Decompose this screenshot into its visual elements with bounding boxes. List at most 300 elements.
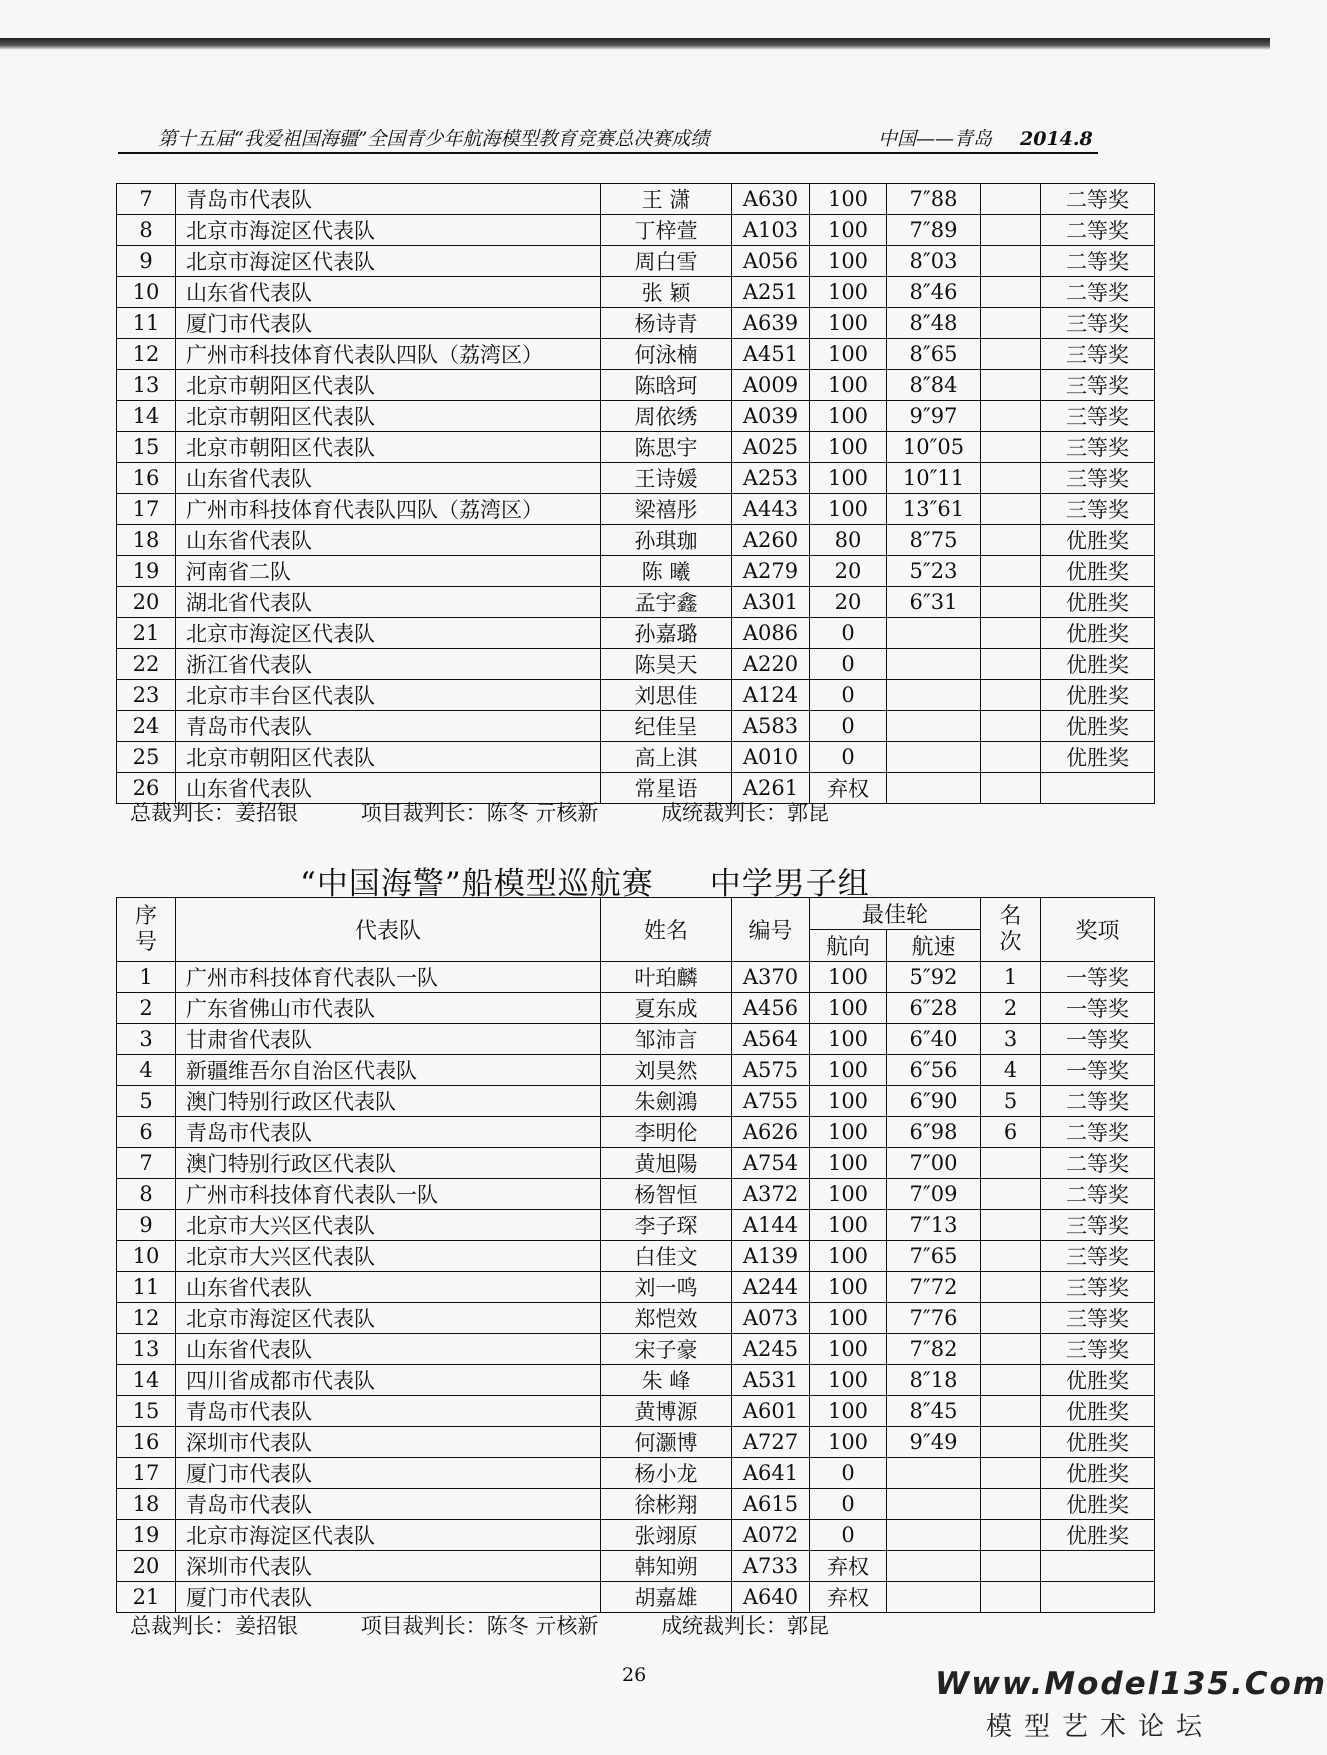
cell-award: 二等奖 <box>1041 184 1155 215</box>
cell-award <box>1041 1582 1155 1613</box>
cell-rank <box>981 1458 1041 1489</box>
cell-heading: 100 <box>810 184 887 215</box>
cell-award: 三等奖 <box>1041 463 1155 494</box>
scoring-judge: 成统裁判长：郭昆 <box>661 801 830 825</box>
cell-name: 高上淇 <box>601 742 732 773</box>
cell-award: 优胜奖 <box>1041 649 1155 680</box>
cell-name: 杨诗青 <box>601 308 732 339</box>
cell-name: 胡嘉雄 <box>601 1582 732 1613</box>
cell-rank <box>981 587 1041 618</box>
cell-number: A451 <box>732 339 810 370</box>
cell-seq: 18 <box>117 1489 176 1520</box>
cell-heading: 20 <box>810 556 887 587</box>
cell-seq: 8 <box>117 215 176 246</box>
cell-rank <box>981 1427 1041 1458</box>
cell-heading: 0 <box>810 618 887 649</box>
cell-name: 邹沛言 <box>601 1024 732 1055</box>
cell-name: 朱 峰 <box>601 1365 732 1396</box>
cell-rank <box>981 1179 1041 1210</box>
cell-speed <box>887 773 981 804</box>
cell-heading: 0 <box>810 1520 887 1551</box>
cell-name: 杨小龙 <box>601 1458 732 1489</box>
table-row <box>117 1458 1155 1489</box>
cell-speed: 7″88 <box>887 184 981 215</box>
cell-seq: 24 <box>117 711 176 742</box>
cell-heading: 100 <box>810 1334 887 1365</box>
cell-team: 北京市朝阳区代表队 <box>176 742 601 773</box>
cell-rank <box>981 1396 1041 1427</box>
cell-team: 厦门市代表队 <box>176 1582 601 1613</box>
cell-name: 王诗媛 <box>601 463 732 494</box>
results-table-body <box>117 962 1155 1613</box>
cell-heading: 100 <box>810 339 887 370</box>
cell-rank: 3 <box>981 1024 1041 1055</box>
cell-heading: 100 <box>810 308 887 339</box>
cell-team: 山东省代表队 <box>176 277 601 308</box>
cell-seq: 1 <box>117 962 176 993</box>
cell-heading: 0 <box>810 1458 887 1489</box>
table-row <box>117 339 1155 370</box>
cell-speed: 8″65 <box>887 339 981 370</box>
cell-rank <box>981 432 1041 463</box>
cell-award: 一等奖 <box>1041 993 1155 1024</box>
cell-award: 一等奖 <box>1041 1055 1155 1086</box>
cell-speed: 8″84 <box>887 370 981 401</box>
cell-award: 优胜奖 <box>1041 1427 1155 1458</box>
cell-seq: 23 <box>117 680 176 711</box>
table-row <box>117 742 1155 773</box>
cell-team: 北京市海淀区代表队 <box>176 1303 601 1334</box>
cell-heading: 100 <box>810 962 887 993</box>
cell-rank <box>981 1272 1041 1303</box>
cell-award: 优胜奖 <box>1041 556 1155 587</box>
table-row <box>117 1024 1155 1055</box>
cell-rank <box>981 1148 1041 1179</box>
page-header <box>118 118 1098 154</box>
cell-number: A261 <box>732 773 810 804</box>
header-seq <box>117 898 176 962</box>
cell-seq: 7 <box>117 184 176 215</box>
table-row <box>117 277 1155 308</box>
cell-speed: 6″98 <box>887 1117 981 1148</box>
cell-heading: 100 <box>810 432 887 463</box>
cell-seq: 3 <box>117 1024 176 1055</box>
cell-award: 优胜奖 <box>1041 525 1155 556</box>
cell-team: 浙江省代表队 <box>176 649 601 680</box>
cell-award: 三等奖 <box>1041 1210 1155 1241</box>
cell-award: 三等奖 <box>1041 401 1155 432</box>
cell-number: A755 <box>732 1086 810 1117</box>
cell-team: 北京市大兴区代表队 <box>176 1210 601 1241</box>
cell-award: 二等奖 <box>1041 246 1155 277</box>
cell-team: 北京市海淀区代表队 <box>176 1520 601 1551</box>
cell-rank <box>981 246 1041 277</box>
cell-number: A009 <box>732 370 810 401</box>
cell-team: 广东省佛山市代表队 <box>176 993 601 1024</box>
cell-speed: 5″92 <box>887 962 981 993</box>
cell-heading: 100 <box>810 370 887 401</box>
cell-award: 优胜奖 <box>1041 1489 1155 1520</box>
table-row <box>117 1148 1155 1179</box>
cell-heading: 100 <box>810 1117 887 1148</box>
cell-speed <box>887 742 981 773</box>
cell-heading: 100 <box>810 1365 887 1396</box>
header-rank-text: 名次 <box>999 903 1022 955</box>
cell-seq: 14 <box>117 401 176 432</box>
cell-number: A086 <box>732 618 810 649</box>
cell-name: 刘昊然 <box>601 1055 732 1086</box>
cell-number: A370 <box>732 962 810 993</box>
table-row <box>117 1489 1155 1520</box>
cell-heading: 0 <box>810 1489 887 1520</box>
cell-number: A124 <box>732 680 810 711</box>
chief-judge: 总裁判长：姜招银 <box>130 1614 298 1638</box>
cell-team: 北京市海淀区代表队 <box>176 618 601 649</box>
cell-seq: 9 <box>117 246 176 277</box>
cell-award: 优胜奖 <box>1041 1396 1155 1427</box>
cell-number: A139 <box>732 1241 810 1272</box>
cell-speed: 9″97 <box>887 401 981 432</box>
table-row <box>117 1179 1155 1210</box>
cell-name: 刘思佳 <box>601 680 732 711</box>
cell-heading: 0 <box>810 711 887 742</box>
cell-number: A260 <box>732 525 810 556</box>
cell-award <box>1041 773 1155 804</box>
cell-speed: 7″09 <box>887 1179 981 1210</box>
cell-team: 北京市朝阳区代表队 <box>176 432 601 463</box>
judges-line <box>130 1610 885 1640</box>
cell-number: A025 <box>732 432 810 463</box>
cell-rank <box>981 680 1041 711</box>
cell-name: 陈晗珂 <box>601 370 732 401</box>
table-row <box>117 525 1155 556</box>
table-header <box>117 898 1155 962</box>
cell-seq: 20 <box>117 1551 176 1582</box>
cell-team: 厦门市代表队 <box>176 1458 601 1489</box>
cell-heading: 20 <box>810 587 887 618</box>
cell-rank <box>981 401 1041 432</box>
cell-award: 优胜奖 <box>1041 680 1155 711</box>
cell-name: 何泳楠 <box>601 339 732 370</box>
cell-seq: 6 <box>117 1117 176 1148</box>
cell-seq: 16 <box>117 463 176 494</box>
cell-seq: 21 <box>117 618 176 649</box>
cell-number: A601 <box>732 1396 810 1427</box>
cell-heading: 100 <box>810 1024 887 1055</box>
cell-rank: 2 <box>981 993 1041 1024</box>
cell-rank <box>981 525 1041 556</box>
cell-speed: 7″65 <box>887 1241 981 1272</box>
cell-seq: 21 <box>117 1582 176 1613</box>
cell-team: 广州市科技体育代表队四队（荔湾区） <box>176 339 601 370</box>
cell-rank <box>981 339 1041 370</box>
cell-name: 何灏博 <box>601 1427 732 1458</box>
cell-number: A103 <box>732 215 810 246</box>
table-row <box>117 1334 1155 1365</box>
cell-award: 三等奖 <box>1041 1334 1155 1365</box>
table-row <box>117 308 1155 339</box>
cell-award: 一等奖 <box>1041 1024 1155 1055</box>
cell-number: A072 <box>732 1520 810 1551</box>
cell-rank: 4 <box>981 1055 1041 1086</box>
cell-seq: 8 <box>117 1179 176 1210</box>
table-row <box>117 494 1155 525</box>
cell-heading: 0 <box>810 680 887 711</box>
cell-seq: 19 <box>117 1520 176 1551</box>
cell-name: 纪佳呈 <box>601 711 732 742</box>
cell-name: 朱劍鴻 <box>601 1086 732 1117</box>
table-row <box>117 1272 1155 1303</box>
cell-name: 丁梓萱 <box>601 215 732 246</box>
cell-name: 常星语 <box>601 773 732 804</box>
cell-team: 山东省代表队 <box>176 1272 601 1303</box>
cell-heading: 80 <box>810 525 887 556</box>
table-row <box>117 1582 1155 1613</box>
cell-team: 北京市海淀区代表队 <box>176 215 601 246</box>
cell-speed: 10″11 <box>887 463 981 494</box>
table-row <box>117 463 1155 494</box>
cell-name: 徐彬翔 <box>601 1489 732 1520</box>
header-award: 奖项 <box>1041 898 1155 962</box>
scan-edge <box>0 38 1270 50</box>
cell-number: A754 <box>732 1148 810 1179</box>
cell-name: 韩知朔 <box>601 1551 732 1582</box>
cell-name: 叶珀麟 <box>601 962 732 993</box>
cell-seq: 5 <box>117 1086 176 1117</box>
cell-heading: 100 <box>810 277 887 308</box>
cell-heading: 100 <box>810 1303 887 1334</box>
cell-number: A564 <box>732 1024 810 1055</box>
cell-speed <box>887 1458 981 1489</box>
cell-speed <box>887 711 981 742</box>
cell-heading: 0 <box>810 649 887 680</box>
cell-team: 湖北省代表队 <box>176 587 601 618</box>
header-best-round: 最佳轮 <box>810 898 981 930</box>
cell-team: 青岛市代表队 <box>176 1117 601 1148</box>
cell-heading: 100 <box>810 494 887 525</box>
cell-award: 三等奖 <box>1041 308 1155 339</box>
cell-name: 黄博源 <box>601 1396 732 1427</box>
cell-name: 孙嘉璐 <box>601 618 732 649</box>
cell-award: 优胜奖 <box>1041 587 1155 618</box>
cell-award: 三等奖 <box>1041 432 1155 463</box>
event-judge: 项目裁判长：陈冬 亓核新 <box>360 801 599 825</box>
cell-heading: 弃权 <box>810 1582 887 1613</box>
cell-speed <box>887 618 981 649</box>
cell-award: 优胜奖 <box>1041 711 1155 742</box>
page-number: 26 <box>622 1664 647 1686</box>
cell-seq: 26 <box>117 773 176 804</box>
cell-speed: 6″90 <box>887 1086 981 1117</box>
cell-award: 二等奖 <box>1041 215 1155 246</box>
table-row <box>117 1551 1155 1582</box>
cell-heading: 100 <box>810 246 887 277</box>
header-number: 编号 <box>732 898 810 962</box>
cell-team: 北京市海淀区代表队 <box>176 246 601 277</box>
cell-seq: 19 <box>117 556 176 587</box>
watermark-url: Www.Model135.Com <box>935 1666 1327 1702</box>
cell-number: A443 <box>732 494 810 525</box>
cell-seq: 15 <box>117 1396 176 1427</box>
results-table-body <box>117 184 1155 804</box>
cell-team: 澳门特别行政区代表队 <box>176 1086 601 1117</box>
cell-team: 北京市大兴区代表队 <box>176 1241 601 1272</box>
cell-team: 北京市丰台区代表队 <box>176 680 601 711</box>
cell-number: A010 <box>732 742 810 773</box>
cell-heading: 0 <box>810 742 887 773</box>
cell-number: A073 <box>732 1303 810 1334</box>
cell-rank <box>981 370 1041 401</box>
cell-team: 山东省代表队 <box>176 525 601 556</box>
cell-speed <box>887 1551 981 1582</box>
cell-team: 厦门市代表队 <box>176 308 601 339</box>
cell-number: A039 <box>732 401 810 432</box>
cell-award <box>1041 1551 1155 1582</box>
cell-rank <box>981 463 1041 494</box>
cell-rank <box>981 742 1041 773</box>
table-row <box>117 962 1155 993</box>
cell-seq: 20 <box>117 587 176 618</box>
cell-award: 二等奖 <box>1041 1179 1155 1210</box>
header-rank <box>981 898 1041 962</box>
cell-heading: 100 <box>810 463 887 494</box>
table-row <box>117 1086 1155 1117</box>
cell-name: 杨智恒 <box>601 1179 732 1210</box>
cell-speed: 7″72 <box>887 1272 981 1303</box>
cell-number: A279 <box>732 556 810 587</box>
cell-seq: 10 <box>117 1241 176 1272</box>
header-location-date <box>878 124 1093 151</box>
cell-speed: 7″82 <box>887 1334 981 1365</box>
cell-heading: 100 <box>810 401 887 432</box>
cell-team: 青岛市代表队 <box>176 711 601 742</box>
cell-heading: 100 <box>810 1086 887 1117</box>
header-heading: 航向 <box>810 930 887 962</box>
cell-team: 山东省代表队 <box>176 463 601 494</box>
cell-name: 陈 曦 <box>601 556 732 587</box>
cell-number: A615 <box>732 1489 810 1520</box>
cell-team: 青岛市代表队 <box>176 1489 601 1520</box>
cell-seq: 11 <box>117 308 176 339</box>
group-title: 中学男子组 <box>709 866 870 902</box>
cell-team: 广州市科技体育代表队四队（荔湾区） <box>176 494 601 525</box>
cell-rank <box>981 494 1041 525</box>
cell-seq: 12 <box>117 339 176 370</box>
header-date: 2014.8 <box>1020 128 1093 150</box>
table-row <box>117 1365 1155 1396</box>
cell-speed: 6″31 <box>887 587 981 618</box>
cell-name: 孟宇鑫 <box>601 587 732 618</box>
table-row <box>117 1117 1155 1148</box>
cell-number: A640 <box>732 1582 810 1613</box>
cell-number: A639 <box>732 308 810 339</box>
table-row <box>117 587 1155 618</box>
scoring-judge: 成统裁判长：郭昆 <box>661 1614 830 1638</box>
table-row <box>117 1396 1155 1427</box>
cell-speed: 7″00 <box>887 1148 981 1179</box>
cell-speed: 7″76 <box>887 1303 981 1334</box>
cell-number: A253 <box>732 463 810 494</box>
cell-number: A456 <box>732 993 810 1024</box>
cell-seq: 9 <box>117 1210 176 1241</box>
cell-speed: 13″61 <box>887 494 981 525</box>
cell-award: 二等奖 <box>1041 277 1155 308</box>
table-row <box>117 401 1155 432</box>
cell-award: 二等奖 <box>1041 1086 1155 1117</box>
cell-rank <box>981 277 1041 308</box>
table-row <box>117 649 1155 680</box>
cell-number: A641 <box>732 1458 810 1489</box>
cell-name: 刘一鸣 <box>601 1272 732 1303</box>
cell-award: 二等奖 <box>1041 1117 1155 1148</box>
table-row <box>117 1210 1155 1241</box>
cell-seq: 11 <box>117 1272 176 1303</box>
cell-speed: 7″89 <box>887 215 981 246</box>
cell-seq: 25 <box>117 742 176 773</box>
cell-name: 夏东成 <box>601 993 732 1024</box>
cell-team: 青岛市代表队 <box>176 184 601 215</box>
cell-name: 黄旭陽 <box>601 1148 732 1179</box>
cell-number: A251 <box>732 277 810 308</box>
cell-award: 三等奖 <box>1041 339 1155 370</box>
event-judge: 项目裁判长：陈冬 亓核新 <box>360 1614 599 1638</box>
cell-seq: 2 <box>117 993 176 1024</box>
cell-speed: 6″28 <box>887 993 981 1024</box>
table-row <box>117 1303 1155 1334</box>
cell-rank <box>981 1489 1041 1520</box>
cell-rank <box>981 1334 1041 1365</box>
cell-number: A301 <box>732 587 810 618</box>
cell-team: 山东省代表队 <box>176 1334 601 1365</box>
cell-team: 甘肃省代表队 <box>176 1024 601 1055</box>
cell-name: 梁禧彤 <box>601 494 732 525</box>
cell-team: 青岛市代表队 <box>176 1396 601 1427</box>
cell-number: A144 <box>732 1210 810 1241</box>
table-row <box>117 1427 1155 1458</box>
cell-name: 王 潇 <box>601 184 732 215</box>
cell-seq: 4 <box>117 1055 176 1086</box>
table-row <box>117 246 1155 277</box>
cell-team: 深圳市代表队 <box>176 1551 601 1582</box>
cell-rank <box>981 556 1041 587</box>
cell-rank <box>981 1210 1041 1241</box>
cell-speed: 6″40 <box>887 1024 981 1055</box>
cell-seq: 13 <box>117 1334 176 1365</box>
cell-rank <box>981 1520 1041 1551</box>
cell-award: 三等奖 <box>1041 494 1155 525</box>
cell-name: 李子琛 <box>601 1210 732 1241</box>
cell-number: A220 <box>732 649 810 680</box>
cell-speed: 8″18 <box>887 1365 981 1396</box>
cell-team: 北京市朝阳区代表队 <box>176 370 601 401</box>
table-row <box>117 215 1155 246</box>
cell-seq: 17 <box>117 1458 176 1489</box>
cell-award: 优胜奖 <box>1041 742 1155 773</box>
header-seq-text: 序号 <box>134 903 157 955</box>
watermark <box>935 1666 1327 1743</box>
cell-speed <box>887 1520 981 1551</box>
cell-number: A531 <box>732 1365 810 1396</box>
results-table-boys <box>116 897 1155 1613</box>
cell-team: 山东省代表队 <box>176 773 601 804</box>
cell-name: 郑恺效 <box>601 1303 732 1334</box>
header-speed: 航速 <box>887 930 981 962</box>
cell-award: 一等奖 <box>1041 962 1155 993</box>
cell-number: A583 <box>732 711 810 742</box>
cell-heading: 100 <box>810 1396 887 1427</box>
cell-seq: 17 <box>117 494 176 525</box>
cell-speed: 8″46 <box>887 277 981 308</box>
